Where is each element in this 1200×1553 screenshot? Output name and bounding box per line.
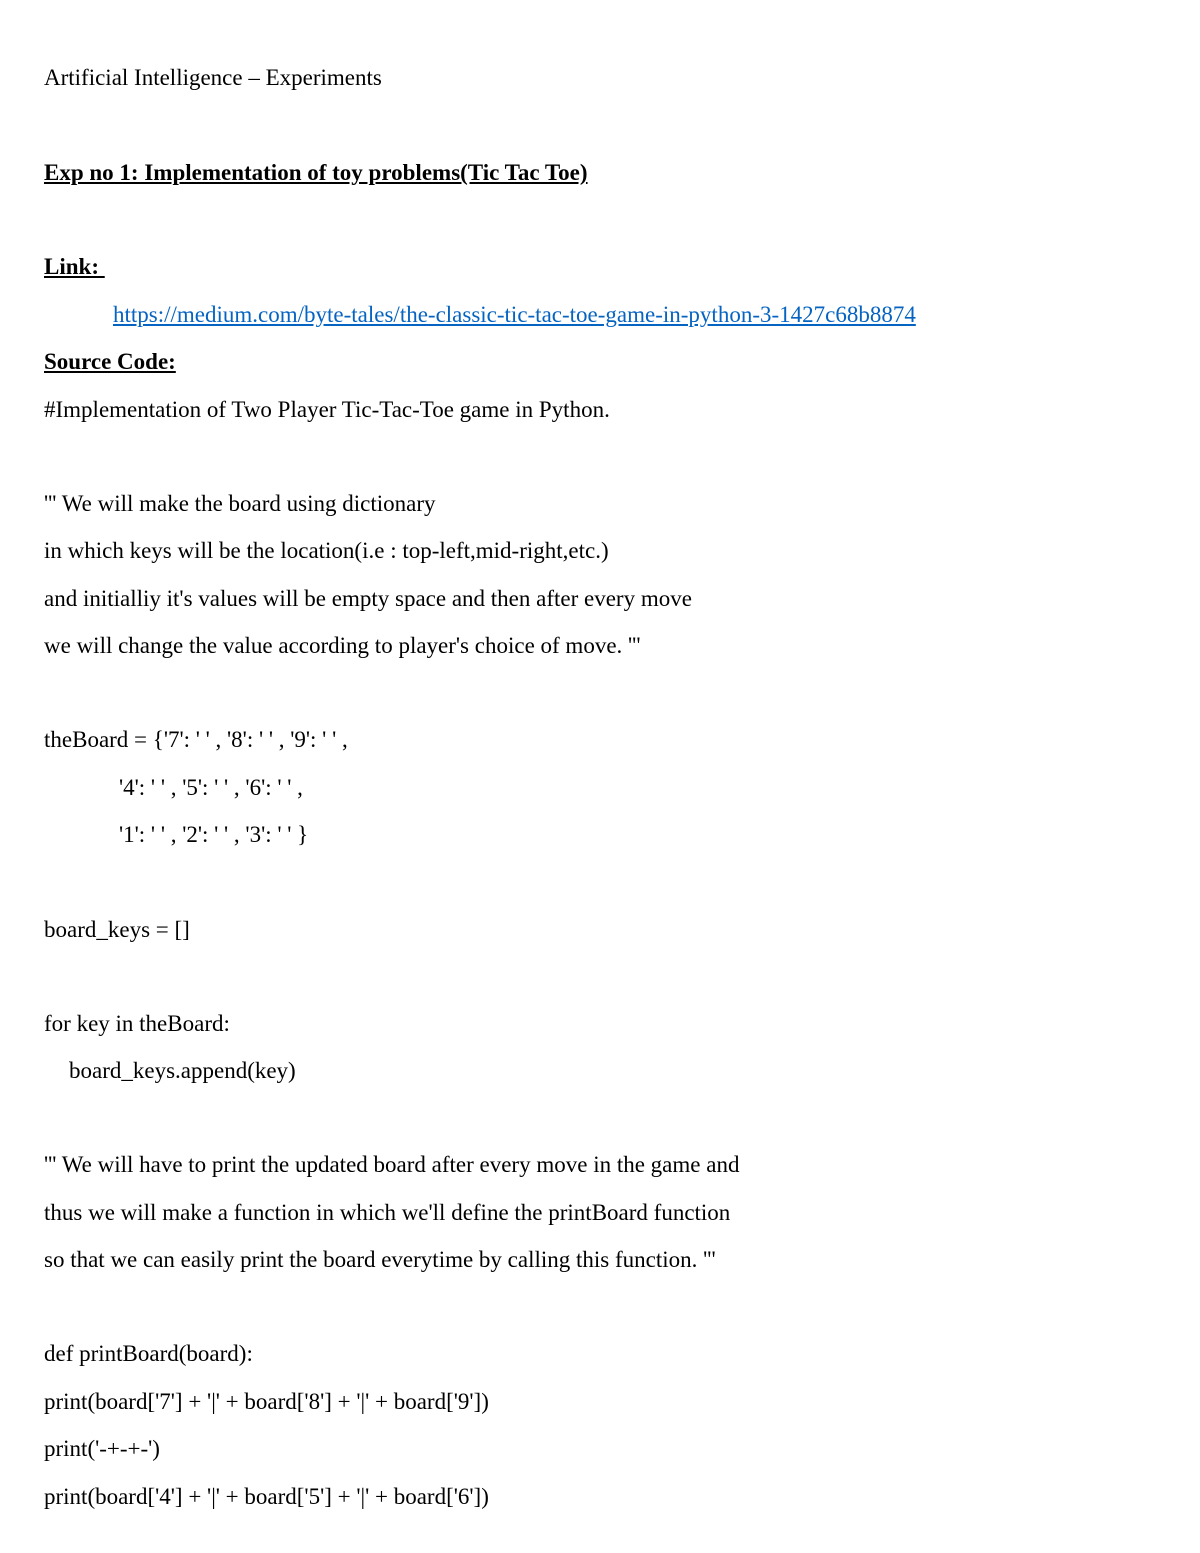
function-body-line: print(board['4'] + '|' + board['5'] + '|' + board['6']) xyxy=(44,1484,489,1509)
board-keys-line: board_keys = [] xyxy=(44,917,190,942)
docstring-line: and initialliy it's values will be empty space and then after every move xyxy=(44,586,692,611)
source-code-label: Source Code: xyxy=(44,349,176,374)
source-link[interactable]: https://medium.com/byte-tales/the-classic-tic-tac-toe-game-in-python-3-1427c68b8874 xyxy=(113,302,916,327)
document-title: Artificial Intelligence – Experiments xyxy=(44,65,382,90)
code-comment-title: #Implementation of Two Player Tic-Tac-Toe game in Python. xyxy=(44,397,610,422)
link-label: Link: xyxy=(44,254,105,279)
for-loop-line: for key in theBoard: xyxy=(44,1011,230,1036)
append-line: board_keys.append(key) xyxy=(69,1058,296,1083)
board-definition-line: '1': ' ' , '2': ' ' , '3': ' ' } xyxy=(119,822,309,847)
function-body-line: print(board['7'] + '|' + board['8'] + '|' + board['9']) xyxy=(44,1389,489,1414)
docstring-line: so that we can easily print the board everytime by calling this function. ''' xyxy=(44,1247,716,1272)
docstring-line: thus we will make a function in which we'll define the printBoard function xyxy=(44,1200,731,1225)
experiment-heading: Exp no 1: Implementation of toy problems(Tic Tac Toe) xyxy=(44,160,588,185)
docstring-line: ''' We will make the board using dictionary xyxy=(44,491,436,516)
board-definition-line: theBoard = {'7': ' ' , '8': ' ' , '9': ' ' , xyxy=(44,727,348,752)
function-def-line: def printBoard(board): xyxy=(44,1341,253,1366)
docstring-line: in which keys will be the location(i.e : top-left,mid-right,etc.) xyxy=(44,538,609,563)
docstring-line: we will change the value according to player's choice of move. ''' xyxy=(44,633,641,658)
board-definition-line: '4': ' ' , '5': ' ' , '6': ' ' , xyxy=(119,775,303,800)
docstring-line: ''' We will have to print the updated board after every move in the game and xyxy=(44,1152,740,1177)
function-body-line: print('-+-+-') xyxy=(44,1436,160,1461)
